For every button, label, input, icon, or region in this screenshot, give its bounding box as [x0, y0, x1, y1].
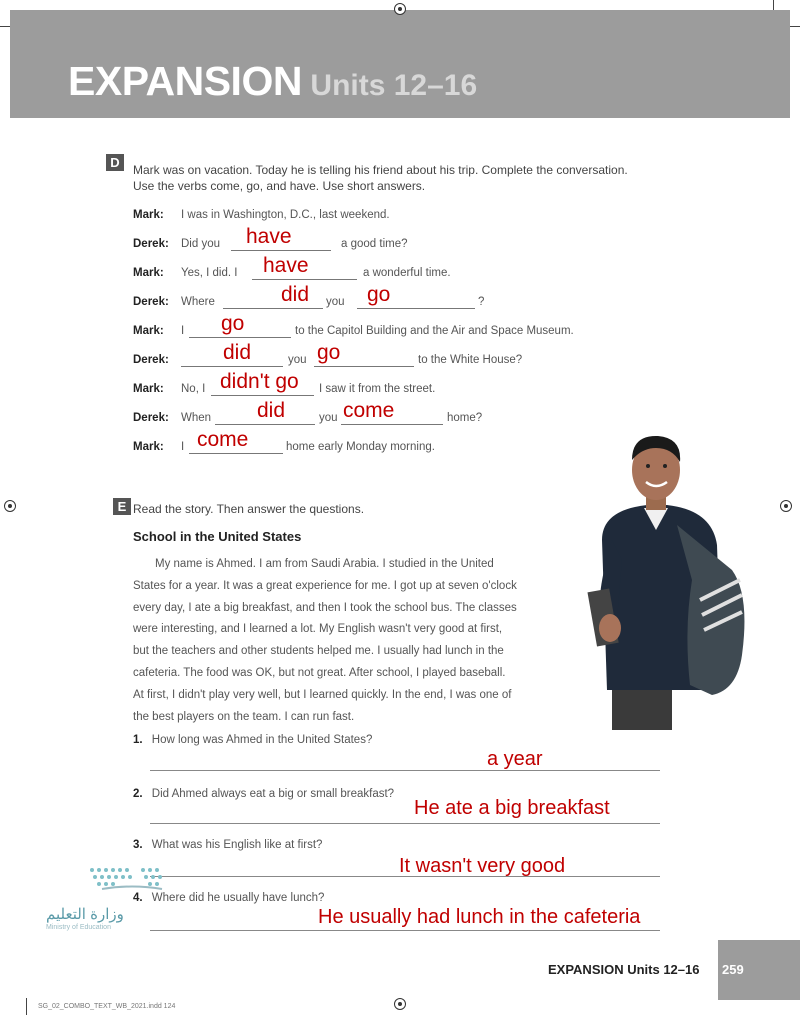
- question: [133, 788, 394, 800]
- speaker-label: Mark:: [133, 383, 164, 395]
- crop-mark: [0, 26, 10, 27]
- crop-mark: [773, 0, 774, 10]
- speaker-label: Mark:: [133, 209, 164, 221]
- question: [133, 734, 372, 746]
- ministry-name-arabic: وزارة التعليم: [46, 906, 124, 923]
- story-title: School in the United States: [133, 529, 302, 544]
- answer-blank[interactable]: [341, 424, 443, 425]
- handwritten-answer: go: [221, 312, 245, 335]
- question-number: 4.: [133, 892, 143, 904]
- handwritten-answer: did: [223, 341, 252, 364]
- answer-blank[interactable]: [215, 424, 315, 425]
- dialogue-text: I: [181, 325, 185, 337]
- answer-blank[interactable]: [189, 453, 283, 454]
- story-line: the best players on the team. I can run fast.: [133, 710, 355, 723]
- registration-mark-right: [780, 500, 792, 512]
- handwritten-answer: didn't go: [220, 370, 299, 393]
- handwritten-answer: go: [367, 283, 391, 306]
- dialogue-text: No, I: [181, 383, 206, 395]
- question: [133, 839, 322, 851]
- handwritten-answer: did: [257, 399, 286, 422]
- question-text: What was his English like at first?: [151, 839, 323, 851]
- answer-blank[interactable]: [223, 308, 323, 309]
- speaker-label: Derek:: [133, 238, 169, 250]
- student-photo: [572, 430, 750, 730]
- handwritten-answer: a year: [487, 748, 543, 770]
- instructions-line: Use the verbs come, go, and have. Use short answers.: [133, 179, 426, 193]
- speaker-label: Mark:: [133, 441, 164, 453]
- section-d-badge: D: [106, 154, 124, 171]
- file-slug: SG_02_COMBO_TEXT_WB_2021.indd 124: [38, 1003, 176, 1010]
- footer-label: EXPANSION Units 12–16: [548, 962, 700, 977]
- question-number: 1.: [133, 734, 143, 746]
- ministry-name-english: Ministry of Education: [46, 924, 111, 931]
- dialogue-text: you: [288, 354, 307, 366]
- dialogue-text: you: [326, 296, 345, 308]
- answer-line[interactable]: [150, 930, 660, 931]
- dialogue-text: to the Capitol Building and the Air and Space Museum.: [295, 325, 574, 337]
- answer-blank[interactable]: [314, 366, 414, 367]
- handwritten-answer: did: [281, 283, 310, 306]
- answer-blank[interactable]: [211, 395, 314, 396]
- registration-mark-top: [394, 3, 406, 15]
- speaker-label: Mark:: [133, 325, 164, 337]
- dialogue-text: home?: [447, 412, 483, 424]
- dialogue-text: I was in Washington, D.C., last weekend.: [181, 209, 390, 221]
- story-line: My name is Ahmed. I am from Saudi Arabia. I studied in the United: [155, 558, 494, 570]
- dialogue-text: When: [181, 412, 212, 424]
- question-text: How long was Ahmed in the United States?: [151, 734, 373, 746]
- dialogue-text: ?: [478, 296, 485, 308]
- story-line: cafeteria. The food was OK, but not great. After school, I played baseball.: [133, 666, 506, 679]
- speaker-label: Mark:: [133, 267, 164, 279]
- answer-blank[interactable]: [181, 366, 283, 367]
- answer-blank[interactable]: [189, 337, 291, 338]
- instructions-line: Mark was on vacation. Today he is telling his friend about his trip. Complete the conversation.: [133, 163, 628, 177]
- handwritten-answer: He usually had lunch in the cafeteria: [318, 906, 641, 928]
- answer-line[interactable]: [150, 823, 660, 824]
- page-title: [68, 58, 477, 105]
- handwritten-answer: It wasn't very good: [399, 855, 566, 877]
- speaker-label: Derek:: [133, 296, 169, 308]
- answer-blank[interactable]: [252, 279, 357, 280]
- dialogue-text: a good time?: [341, 238, 408, 250]
- handwritten-answer: have: [263, 254, 309, 277]
- story-line: At first, I didn't play very well, but I learned quickly. In the end, I was one of: [133, 688, 512, 701]
- section-e-instructions: Read the story. Then answer the questions.: [133, 502, 365, 516]
- registration-mark-left: [4, 500, 16, 512]
- title-main: EXPANSION: [68, 58, 302, 104]
- dialogue-text: you: [319, 412, 338, 424]
- dialogue-text: Yes, I did. I: [181, 267, 238, 279]
- answer-line[interactable]: [150, 770, 660, 771]
- handwritten-answer: have: [246, 225, 292, 248]
- title-sub: Units 12–16: [310, 69, 478, 102]
- dialogue-text: home early Monday morning.: [286, 441, 435, 453]
- speaker-label: Derek:: [133, 412, 169, 424]
- section-d-instructions: [133, 162, 628, 194]
- story-line: but the teachers and other students helped me. I usually had lunch in the: [133, 645, 504, 658]
- section-e-badge: E: [113, 498, 131, 515]
- speaker-label: Derek:: [133, 354, 169, 366]
- question-text: Did Ahmed always eat a big or small breakfast?: [151, 788, 395, 800]
- dialogue-text: a wonderful time.: [363, 267, 451, 279]
- story-line: every day, I ate a big breakfast, and then I took the school bus. The classes: [133, 601, 517, 614]
- story-line: States for a year. It was a great experience for me. I got up at seven o'clock: [133, 579, 517, 592]
- dialogue-text: Did you: [181, 238, 220, 250]
- story-body: [133, 554, 553, 728]
- dialogue-text: to the White House?: [418, 354, 523, 366]
- dialogue-text: Where: [181, 296, 215, 308]
- question-number: 2.: [133, 788, 143, 800]
- dialogue-text: I saw it from the street.: [319, 383, 436, 395]
- question-number: 3.: [133, 839, 143, 851]
- dialogue-text: I: [181, 441, 185, 453]
- crop-mark: [790, 26, 800, 27]
- answer-blank[interactable]: [231, 250, 331, 251]
- handwritten-answer: come: [343, 399, 395, 422]
- crop-mark: [26, 998, 27, 1015]
- handwritten-answer: come: [197, 428, 249, 451]
- handwritten-answer: go: [317, 341, 341, 364]
- story-line: were interesting, and I learned a lot. My English wasn't very good at first,: [133, 623, 503, 636]
- answer-blank[interactable]: [357, 308, 475, 309]
- question-text: Where did he usually have lunch?: [151, 892, 325, 904]
- page-number: 259: [722, 962, 744, 977]
- handwritten-answer: He ate a big breakfast: [414, 797, 610, 819]
- registration-mark-bottom: [394, 998, 406, 1010]
